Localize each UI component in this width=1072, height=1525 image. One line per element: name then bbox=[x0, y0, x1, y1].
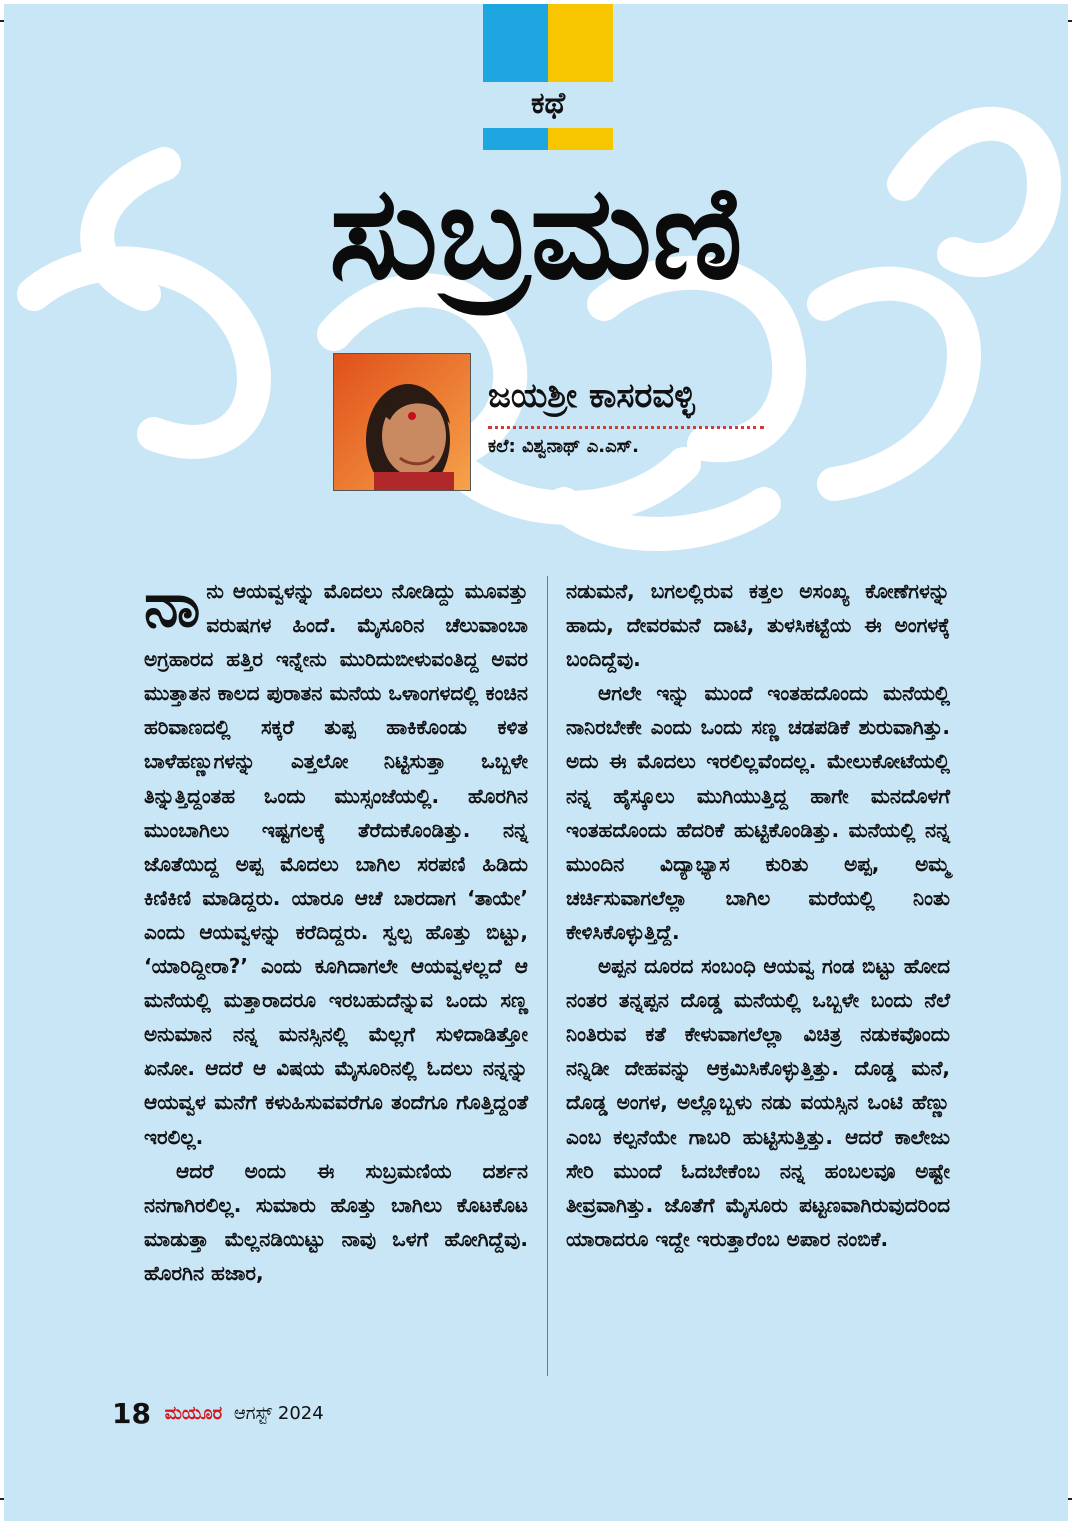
issue-date: ಆಗಸ್ಟ್ 2024 bbox=[233, 1403, 324, 1424]
paragraph: ನಡುಮನೆ, ಬಗಲಲ್ಲಿರುವ ಕತ್ತಲ ಅಸಂಖ್ಯ ಕೋಣೆಗಳನ್ನು ಹಾದು, ದೇವರಮನೆ ದಾಟಿ, ತುಳಸಿಕಟ್ಟೆಯ ಈ ಅಂಗಳಕ್ಕೆ ಬಂದಿದ್ದೆವು. bbox=[566, 579, 950, 672]
section-color-tab-bottom bbox=[483, 128, 613, 150]
magazine-name: ಮಯೂರ bbox=[164, 1403, 223, 1424]
article-column-right bbox=[566, 574, 950, 1256]
drop-cap: ನಾ bbox=[144, 568, 201, 641]
author-name: ಜಯಶ್ರೀ ಕಾಸರವಳ್ಳಿ bbox=[488, 376, 695, 416]
paragraph bbox=[144, 568, 528, 1154]
paragraph: ಆಗಲೇ ಇನ್ನು ಮುಂದೆ ಇಂತಹದೊಂದು ಮನೆಯಲ್ಲಿ ನಾನಿರಬೇಕೇ ಎಂದು ಒಂದು ಸಣ್ಣ ಚಡಪಡಿಕೆ ಶುರುವಾಗಿತ್ತು. ಅದು ಈ ಮೊದಲು ಇರಲಿಲ್ಲವೆಂದಲ್ಲ. ಮೇಲುಕೋಟೆಯಲ್ಲಿ ನನ್ನ ಹೈಸ್ಕೂಲು ಮುಗಿಯುತ್ತಿದ್ದ ಹಾಗೇ ಮನದೊಳಗೆ ಇಂತಹದೊಂದು ಹೆದರಿಕೆ ಹುಟ್ಟಿಕೊಂಡಿತ್ತು. ಮನೆಯಲ್ಲಿ ನನ್ನ ಮುಂದಿನ ವಿದ್ಯಾಭ್ಯಾಸ ಕುರಿತು ಅಪ್ಪ, ಅಮ್ಮ ಚರ್ಚಿಸುವಾಗಲೆಲ್ಲಾ ಬಾಗಿಲ ಮರೆಯಲ್ಲಿ ನಿಂತು ಕೇಳಿಸಿಕೊಳ್ಳುತ್ತಿದ್ದೆ. bbox=[566, 681, 950, 944]
magazine-page bbox=[4, 4, 1068, 1521]
article-column-left bbox=[144, 568, 528, 1290]
story-title: ಸುಬ್ರಮಣಿ bbox=[329, 159, 743, 308]
author-photo bbox=[333, 353, 471, 491]
paragraph: ಆದರೆ ಅಂದು ಈ ಸುಬ್ರಮಣಿಯ ದರ್ಶನ ನನಗಾಗಿರಲಿಲ್ಲ. ಸುಮಾರು ಹೊತ್ತು ಬಾಗಿಲು ಕೊಟಕೊಟ ಮಾಡುತ್ತಾ ಮೆಲ್ಲನಡಿಯಿಟ್ಟು ನಾವು ಒಳಗೆ ಹೋಗಿದ್ದೆವು. ಹೊರಗಿನ ಹಜಾರ, bbox=[144, 1158, 528, 1285]
paragraph-text: ನು ಆಯವ್ವಳನ್ನು ಮೊದಲು ನೋಡಿದ್ದು ಮೂವತ್ತು ವರುಷಗಳ ಹಿಂದೆ. ಮೈಸೂರಿನ ಚೆಲುವಾಂಬಾ ಅಗ್ರಹಾರದ ಹತ್ತಿರ ಇನ್ನೇನು ಮುರಿದುಬೀಳುವಂತಿದ್ದ ಅವರ ಮುತ್ತಾತನ ಕಾಲದ ಪುರಾತನ ಮನೆಯ ಒಳಾಂಗಳದಲ್ಲಿ ಕಂಚಿನ ಹರಿವಾಣದಲ್ಲಿ ಸಕ್ಕರೆ ತುಪ್ಪ ಹಾಕಿಕೊಂಡು ಕಳಿತ ಬಾಳೆಹಣ್ಣುಗಳನ್ನು ಎತ್ತಲೋ ನಿಟ್ಟಿಸುತ್ತಾ ಒಬ್ಬಳೇ ತಿನ್ನುತ್ತಿದ್ದಂತಹ ಒಂದು ಮುಸ್ಸಂಜೆಯಲ್ಲಿ. ಹೊರಗಿನ ಮುಂಬಾಗಿಲು ಇಷ್ಟಗಲಕ್ಕೆ ತೆರೆದುಕೊಂಡಿತ್ತು. ನನ್ನ ಜೊತೆಯಿದ್ದ ಅಪ್ಪ ಮೊದಲು ಬಾಗಿಲ ಸರಪಣಿ ಹಿಡಿದು ಕಿಣಿಕಿಣಿ ಮಾಡಿದ್ದರು. ಯಾರೂ ಆಚೆ ಬಾರದಾಗ ‘ತಾಯೇ’ ಎಂದು ಆಯವ್ವಳನ್ನು ಕರೆದಿದ್ದರು. ಸ್ವಲ್ಪ ಹೊತ್ತು ಬಿಟ್ಟು, ‘ಯಾರಿದ್ದೀರಾ?’ ಎಂದು ಕೂಗಿದಾಗಲೇ ಆಯವ್ವಳಲ್ಲದೆ ಆ ಮನೆಯಲ್ಲಿ ಮತ್ತಾರಾದರೂ ಇರಬಹುದೆನ್ನುವ ಒಂದು ಸಣ್ಣ ಅನುಮಾನ ನನ್ನ ಮನಸ್ಸಿನಲ್ಲಿ ಮೆಲ್ಲಗೆ ಸುಳಿದಾಡಿತ್ತೋ ಏನೋ. ಆದರೆ ಆ ವಿಷಯ ಮೈಸೂರಿನಲ್ಲಿ ಓದಲು ನನ್ನನ್ನು ಆಯವ್ವಳ ಮನೆಗೆ ಕಳುಹಿಸುವವರೆಗೂ ತಂದೆಗೂ ಗೊತ್ತಿದ್ದಂತೆ ಇರಲಿಲ್ಲ. bbox=[144, 579, 528, 1149]
column-divider bbox=[547, 576, 548, 1376]
illustrator-credit: ಕಲೆ: ವಿಶ್ವನಾಥ್ ಎ.ಎಸ್. bbox=[488, 436, 639, 457]
author-divider bbox=[488, 426, 764, 429]
paragraph: ಅಪ್ಪನ ದೂರದ ಸಂಬಂಧಿ ಆಯವ್ವ ಗಂಡ ಬಿಟ್ಟು ಹೋದ ನಂತರ ತನ್ನಪ್ಪನ ದೊಡ್ಡ ಮನೆಯಲ್ಲಿ ಒಬ್ಬಳೇ ಬಂದು ನೆಲೆ ನಿಂತಿರುವ ಕತೆ ಕೇಳುವಾಗಲೆಲ್ಲಾ ವಿಚಿತ್ರ ನಡುಕವೊಂದು ನನ್ನಿಡೀ ದೇಹವನ್ನು ಆಕ್ರಮಿಸಿಕೊಳ್ಳುತ್ತಿತ್ತು. ದೊಡ್ಡ ಮನೆ, ದೊಡ್ಡ ಅಂಗಳ, ಅಲ್ಲೊಬ್ಬಳು ನಡು ವಯಸ್ಸಿನ ಒಂಟಿ ಹೆಣ್ಣು ಎಂಬ ಕಲ್ಪನೆಯೇ ಗಾಬರಿ ಹುಟ್ಟಿಸುತ್ತಿತ್ತು. ಆದರೆ ಕಾಲೇಜು ಸೇರಿ ಮುಂದೆ ಓದಬೇಕೆಂಬ ನನ್ನ ಹಂಬಲವೂ ಅಷ್ಟೇ ತೀವ್ರವಾಗಿತ್ತು. ಜೊತೆಗೆ ಮೈಸೂರು ಪಟ್ಟಣವಾಗಿರುವುದರಿಂದ ಯಾರಾದರೂ ಇದ್ದೇ ಇರುತ್ತಾರೆಂಬ ಅಪಾರ ನಂಬಿಕೆ. bbox=[566, 954, 950, 1251]
section-color-tab-top bbox=[483, 4, 613, 82]
section-label: ಕಥೆ bbox=[530, 86, 566, 121]
page-number: 18 bbox=[112, 1397, 151, 1430]
page-footer bbox=[112, 1397, 324, 1430]
